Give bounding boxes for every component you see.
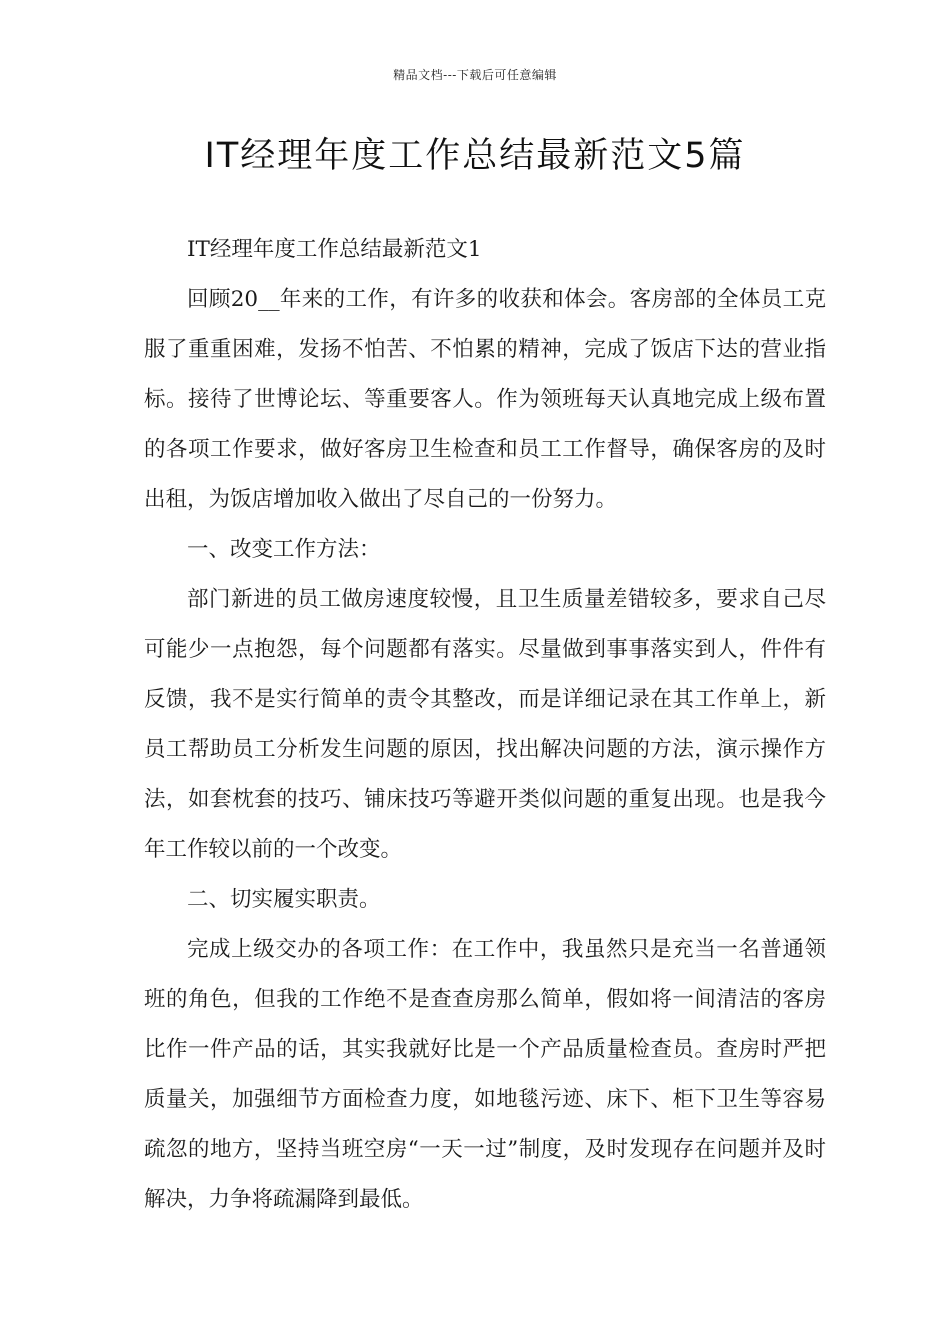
section-subtitle: IT经理年度工作总结最新范文1	[187, 237, 482, 262]
section-heading: 一、改变工作方法：	[187, 537, 381, 562]
body-paragraph: 回顾20__年来的工作，有许多的收获和体会。客房部的全体员工克服了重重困难，发扬不怕苦、不怕累的精神，完成了饭店下达的营业指标。接待了世博论坛、等重要客人。作为领班每天认真地完成上级布置的各项工作要求，做好客房卫生检查和员工工作督导，确保客房的及时出租，为饭店增加收入做出了尽自己的一份努力。	[144, 287, 826, 512]
body-paragraph: 部门新进的员工做房速度较慢，且卫生质量差错较多，要求自己尽可能少一点抱怨，每个问题都有落实。尽量做到事事落实到人，件件有反馈，我不是实行简单的责令其整改，而是详细记录在其工作单上，新员工帮助员工分析发生问题的原因，找出解决问题的方法，演示操作方法，如套枕套的技巧、铺床技巧等避开类似问题的重复出现。也是我今年工作较以前的一个改变。	[144, 587, 826, 862]
section-heading: 二、切实履实职责。	[187, 887, 381, 912]
body-paragraph: 完成上级交办的各项工作：在工作中，我虽然只是充当一名普通领班的角色，但我的工作绝不是查查房那么简单，假如将一间清洁的客房比作一件产品的话，其实我就好比是一个产品质量检查员。查房时严把质量关，加强细节方面检查力度，如地毯污迹、床下、柜下卫生等容易疏忽的地方，坚持当班空房“一天一过”制度，及时发现存在问题并及时解决，力争将疏漏降到最低。	[144, 937, 826, 1212]
page-header-note: 精品文档---下载后可任意编辑	[393, 68, 557, 82]
document-body	[144, 225, 826, 1225]
document-title: IT经理年度工作总结最新范文5篇	[204, 136, 746, 176]
